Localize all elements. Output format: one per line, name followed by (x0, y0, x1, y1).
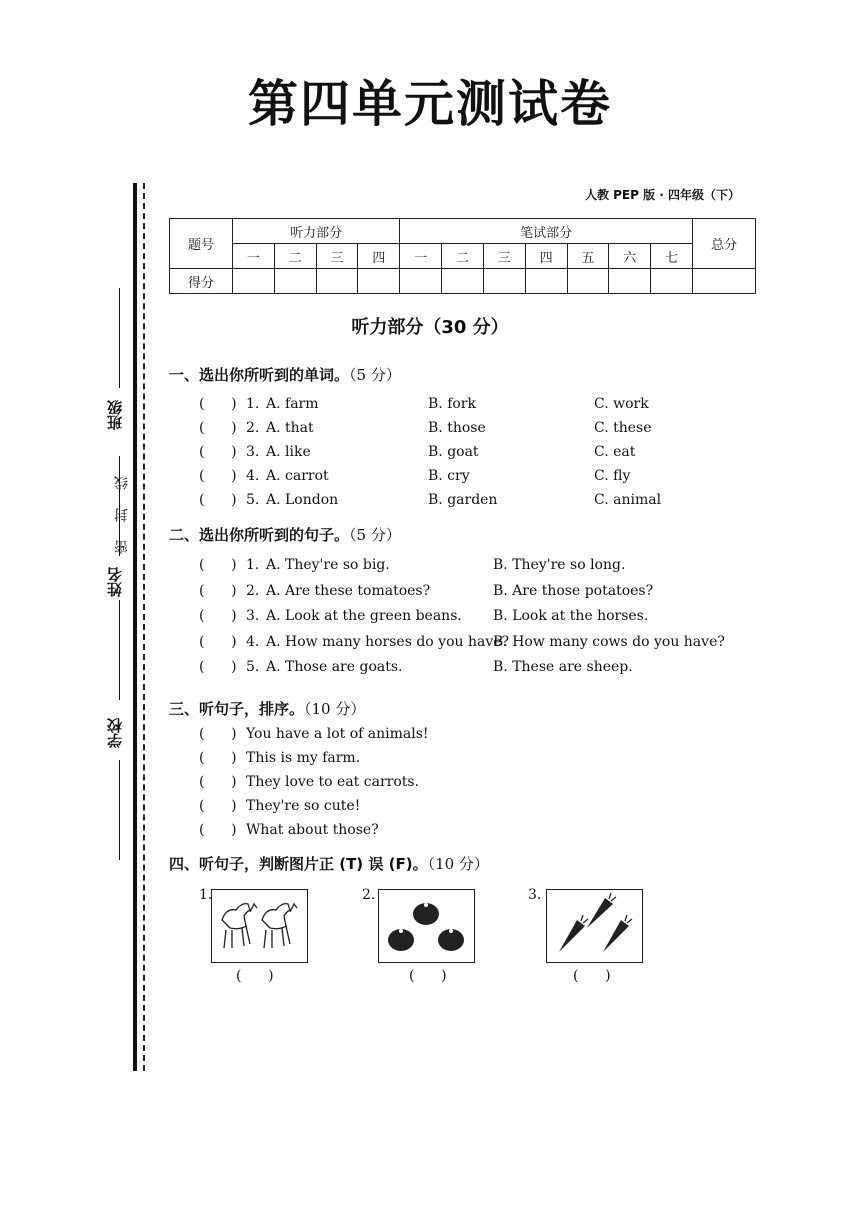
score-cell[interactable] (693, 269, 756, 294)
option-c: C. work (594, 396, 649, 412)
option-c: C. animal (594, 492, 662, 508)
answer-paren-3[interactable]: ( ) (573, 968, 611, 984)
answer-paren[interactable] (199, 774, 237, 790)
picture-number: 3. (528, 887, 542, 903)
score-cell[interactable] (233, 269, 275, 294)
question-number: 1. (246, 557, 260, 573)
item-label: 题号 (170, 219, 233, 269)
paren-open: ( (199, 822, 205, 838)
option-a: A. carrot (266, 468, 329, 484)
listening-label: 听力部分 (233, 219, 400, 244)
paren-open: ( (199, 444, 205, 460)
sentence: They're so cute! (246, 798, 361, 814)
col-header: 一 (233, 244, 275, 269)
col-header: 四 (358, 244, 400, 269)
section-2-points: （5 分） (349, 526, 401, 544)
paren-close: ) (231, 659, 237, 675)
question-number: 4. (246, 633, 260, 650)
name-field[interactable] (119, 600, 120, 700)
score-cell[interactable] (400, 269, 442, 294)
total-label: 总分 (693, 219, 756, 269)
option-b: B. garden (428, 492, 498, 508)
edition-label: 人教 PEP 版 · 四年级（下） (584, 188, 740, 202)
score-cell[interactable] (274, 269, 316, 294)
col-header: 五 (567, 244, 609, 269)
section-3-title: 三、听句子，排序。 (169, 700, 305, 718)
paren-open: ( (199, 750, 205, 766)
score-cell[interactable] (483, 269, 525, 294)
option-b: B. Look at the horses. (493, 608, 649, 624)
paren-close: ) (231, 557, 237, 573)
answer-paren[interactable] (199, 726, 237, 742)
option-a: A. They're so big. (266, 557, 390, 573)
score-table (169, 218, 756, 294)
col-header: 二 (274, 244, 316, 269)
col-header: 六 (609, 244, 651, 269)
option-b: B. those (428, 420, 486, 436)
sentence: You have a lot of animals! (246, 726, 429, 742)
section-1-points: （5 分） (349, 366, 401, 384)
score-label: 得分 (170, 269, 233, 294)
paren-close: ) (231, 774, 237, 790)
score-cell[interactable] (609, 269, 651, 294)
question-number: 2. (246, 420, 260, 436)
class-label: 班级 (106, 400, 124, 430)
name-label: 姓名 (106, 567, 124, 597)
section-4-points: （10 分） (427, 855, 489, 873)
picture-number: 1. (199, 887, 213, 903)
option-a: A. Are these tomatoes? (266, 582, 431, 599)
sentence: This is my farm. (246, 750, 361, 766)
question-number: 5. (246, 492, 260, 508)
question-number: 5. (246, 659, 260, 675)
paren-close: ) (231, 726, 237, 742)
option-c: C. eat (594, 444, 636, 460)
answer-paren[interactable] (199, 608, 237, 624)
paren-open: ( (199, 659, 205, 675)
paren-open: ( (199, 468, 205, 484)
carrots-picture-icon (546, 889, 643, 963)
paren-open: ( (199, 633, 205, 650)
answer-paren[interactable] (199, 798, 237, 814)
paren-close: ) (231, 396, 237, 412)
score-cell[interactable] (567, 269, 609, 294)
score-cell[interactable] (442, 269, 484, 294)
section-1-title: 一、选出你所听到的单词。 (169, 366, 350, 384)
paren-open: ( (199, 420, 205, 436)
paren-close: ) (231, 822, 237, 838)
option-a: A. Those are goats. (266, 659, 403, 675)
answer-paren[interactable] (199, 468, 237, 484)
paren-close: ) (231, 750, 237, 766)
school-field[interactable] (119, 760, 120, 860)
section-4-title: 四、听句子，判断图片正 (T) 误 (F)。 (169, 855, 428, 873)
paren-open: ( (199, 492, 205, 508)
option-b: B. They're so long. (493, 557, 626, 573)
paren-close: ) (231, 798, 237, 814)
col-header: 三 (316, 244, 358, 269)
paren-open: ( (199, 774, 205, 790)
horses-picture-icon (211, 889, 308, 963)
question-number: 3. (246, 444, 260, 460)
paren-open: ( (199, 557, 205, 573)
col-header: 一 (400, 244, 442, 269)
section-3-points: （10 分） (304, 700, 366, 718)
paren-open: ( (199, 608, 205, 624)
section-1-heading (169, 364, 401, 385)
sentence: What about those? (246, 822, 379, 838)
section-3-heading (169, 698, 365, 719)
paren-open: ( (199, 396, 205, 412)
option-b: B. fork (428, 396, 476, 412)
section-4-heading (169, 853, 489, 874)
question-number: 4. (246, 468, 260, 484)
answer-paren-1[interactable]: ( ) (236, 968, 274, 984)
paren-close: ) (231, 608, 237, 624)
paren-open: ( (199, 798, 205, 814)
option-a: A. that (266, 420, 314, 436)
question-number: 3. (246, 608, 260, 624)
answer-paren[interactable] (199, 750, 237, 766)
score-cell[interactable] (358, 269, 400, 294)
score-cell[interactable] (525, 269, 567, 294)
option-b: B. These are sheep. (493, 659, 633, 675)
option-c: C. fly (594, 468, 631, 484)
option-b: B. goat (428, 444, 479, 460)
option-a: A. London (266, 492, 339, 508)
answer-paren-2[interactable]: ( ) (409, 968, 447, 984)
paren-close: ) (231, 492, 237, 508)
col-header: 三 (483, 244, 525, 269)
section-2-title: 二、选出你所听到的句子。 (169, 526, 350, 544)
col-header: 二 (442, 244, 484, 269)
seal-word-seal: 封 (114, 508, 130, 522)
answer-paren[interactable] (199, 420, 237, 436)
seal-word-line: 线 (114, 476, 130, 490)
option-a: A. farm (266, 396, 319, 412)
paren-close: ) (231, 444, 237, 460)
seal-word-secret: 密 (114, 540, 130, 554)
answer-paren[interactable] (199, 444, 237, 460)
score-cell[interactable] (316, 269, 358, 294)
answer-paren[interactable] (199, 659, 237, 675)
col-header: 七 (651, 244, 693, 269)
option-b: B. cry (428, 468, 470, 484)
option-b: B. Are those potatoes? (493, 582, 654, 599)
answer-paren[interactable] (199, 396, 237, 412)
answer-paren[interactable] (199, 583, 237, 599)
school-label: 学校 (106, 718, 124, 748)
tomatoes-picture-icon (378, 889, 475, 963)
paren-close: ) (231, 468, 237, 484)
option-b: B. How many cows do you have? (493, 633, 725, 650)
paren-close: ) (231, 420, 237, 436)
question-number: 1. (246, 396, 260, 412)
option-c: C. these (594, 420, 652, 436)
paren-close: ) (231, 633, 237, 650)
writing-label: 笔试部分 (400, 219, 693, 244)
sentence: They love to eat carrots. (246, 774, 420, 790)
option-a: A. How many horses do you have? (266, 633, 510, 650)
paren-open: ( (199, 726, 205, 742)
col-header: 四 (525, 244, 567, 269)
question-number: 2. (246, 582, 260, 599)
answer-paren[interactable] (199, 822, 237, 838)
picture-number: 2. (362, 887, 376, 903)
answer-paren[interactable] (199, 557, 237, 573)
answer-paren[interactable] (199, 492, 237, 508)
paren-close: ) (231, 582, 237, 599)
page-title: 第四单元测试卷 (248, 75, 612, 133)
section-2-heading (169, 524, 401, 545)
score-cell[interactable] (651, 269, 693, 294)
option-a: A. Look at the green beans. (266, 608, 462, 624)
answer-paren[interactable] (199, 634, 237, 650)
option-a: A. like (266, 444, 311, 460)
paren-open: ( (199, 582, 205, 599)
listening-title: 听力部分（30 分） (351, 317, 509, 338)
